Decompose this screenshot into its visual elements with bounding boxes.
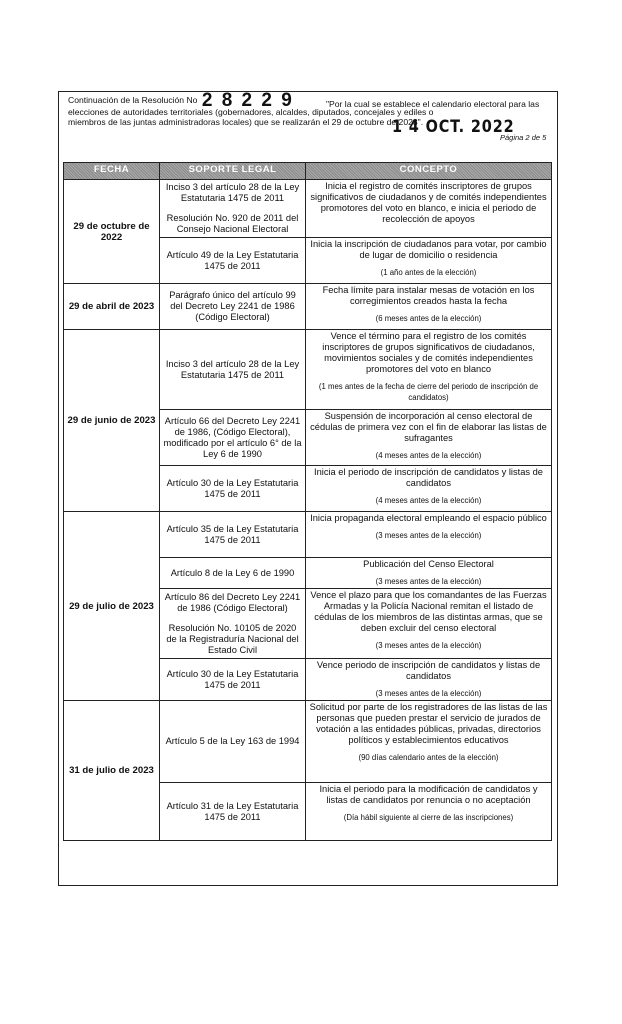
column-header-soporte: SOPORTE LEGAL	[160, 163, 306, 180]
concepto-text: Publicación del Censo Electoral	[363, 559, 494, 569]
concepto-cell	[306, 783, 552, 841]
concepto-text: Vence el plazo para que los comandantes de las Fuerzas Armadas y la Policía Nacional remitan el listado de cédulas de los miembros de las distintas armas, que se deben excluir del censo electoral	[310, 590, 547, 633]
resolution-number: 2 8 2 2 9	[201, 90, 294, 111]
table-row	[64, 330, 552, 410]
soporte-text: Parágrafo único del artículo 99 del Decreto Ley 2241 de 1986 (Código Electoral)	[169, 290, 296, 322]
soporte-cell	[160, 783, 306, 841]
fecha-cell: 29 de abril de 2023	[64, 284, 160, 330]
concepto-cell	[306, 558, 552, 589]
soporte-cell	[160, 558, 306, 589]
table-row	[64, 284, 552, 330]
table-header-row	[64, 163, 552, 180]
concepto-text: Suspensión de incorporación al censo electoral de cédulas de primera vez con el fin de elaborar las listas de sufragantes	[310, 411, 547, 443]
concepto-cell	[306, 589, 552, 659]
concepto-text: Vence el término para el registro de los comités inscriptores de grupos significativos de ciudadanos, movimientos sociales y de comités independientes promotores del voto en blanco	[322, 331, 535, 374]
concepto-note: (4 meses antes de la elección)	[375, 451, 482, 460]
concepto-cell	[306, 466, 552, 512]
fecha-cell: 31 de julio de 2023	[64, 701, 160, 841]
concepto-text: Solicitud por parte de los registradores de las listas de las personas que pueden prestar el servicio de jurados de votación a las entidades públicas, privadas, directorios políticos y establecimientos educativos	[309, 702, 548, 745]
concepto-text: Vence periodo de inscripción de candidatos y listas de candidatos	[316, 660, 541, 681]
concepto-note: (6 meses antes de la elección)	[375, 314, 482, 323]
soporte-text: Inciso 3 del artículo 28 de la Ley Estatutaria 1475 de 2011	[165, 182, 300, 203]
table-row	[64, 701, 552, 783]
soporte-text: Resolución No. 920 de 2011 del Consejo Nacional Electoral	[166, 213, 299, 234]
header-line-2: elecciones de autoridades territoriales (gobernadores, alcaldes, diputados, concejales y ediles o miembros de las juntas administradoras locales) que se realizarán el 29 de octubre de 2023".	[68, 106, 434, 127]
fecha-cell: 29 de junio de 2023	[64, 330, 160, 512]
soporte-text: Artículo 66 del Decreto Ley 2241 de 1986, (Código Electoral), modificado por el artículo 6° de la Ley 6 de 1990	[163, 415, 302, 459]
soporte-text: Artículo 49 de la Ley Estatutaria 1475 de 2011	[166, 249, 299, 271]
concepto-note: (90 días calendario antes de la elección)	[358, 753, 499, 762]
concepto-text: Inicia propaganda electoral empleando el espacio público	[310, 513, 547, 523]
soporte-cell	[160, 410, 306, 466]
soporte-cell	[160, 659, 306, 701]
soporte-text: Resolución No. 10105 de 2020 de la Registraduría Nacional del Estado Civil	[166, 622, 299, 655]
soporte-cell	[160, 330, 306, 410]
soporte-cell	[160, 701, 306, 783]
soporte-text: Artículo 5 de la Ley 163 de 1994	[165, 736, 300, 746]
column-header-concepto: CONCEPTO	[306, 163, 552, 180]
soporte-cell	[160, 466, 306, 512]
concepto-note: (3 meses antes de la elección)	[375, 689, 482, 698]
concepto-note: (4 meses antes de la elección)	[375, 496, 482, 505]
soporte-text: Artículo 35 de la Ley Estatutaria 1475 de 2011	[166, 523, 299, 545]
soporte-text: Artículo 8 de la Ley 6 de 1990	[170, 567, 295, 578]
soporte-cell	[160, 589, 306, 659]
soporte-text: Artículo 86 del Decreto Ley 2241 de 1986 (Código Electoral)	[164, 591, 301, 613]
concepto-note: (Día hábil siguiente al cierre de las inscripciones)	[343, 813, 514, 822]
soporte-cell	[160, 238, 306, 284]
concepto-cell	[306, 284, 552, 330]
table-row	[64, 180, 552, 238]
soporte-text: Artículo 30 de la Ley Estatutaria 1475 de 2011	[166, 668, 299, 690]
concepto-text: Inicia el registro de comités inscriptores de grupos significativos de ciudadanos y de comités independientes promotores del voto en blanco, e inicia el periodo de recolección de apoyos	[310, 181, 547, 224]
concepto-cell	[306, 330, 552, 410]
soporte-cell	[160, 284, 306, 330]
table-row	[64, 512, 552, 558]
soporte-text: Artículo 31 de la Ley Estatutaria 1475 de 2011	[166, 800, 299, 822]
resolution-prefix: Continuación de la Resolución No	[68, 95, 198, 105]
concepto-cell	[306, 238, 552, 284]
table-body	[64, 180, 552, 841]
concepto-note: (3 meses antes de la elección)	[375, 641, 482, 650]
soporte-cell	[160, 512, 306, 558]
header-quote: "Por la cual se establece el calendario electoral para las	[326, 99, 540, 109]
calendar-table	[63, 162, 552, 841]
concepto-cell	[306, 701, 552, 783]
concepto-text: Fecha límite para instalar mesas de votación en los corregimientos creados hasta la fecha	[322, 285, 535, 306]
fecha-cell: 29 de octubre de 2022	[64, 180, 160, 284]
concepto-note: (3 meses antes de la elección)	[375, 577, 482, 586]
soporte-cell	[160, 180, 306, 238]
soporte-text: Artículo 30 de la Ley Estatutaria 1475 de 2011	[166, 477, 299, 499]
date-stamp: 1 4 OCT. 2022	[392, 117, 515, 137]
concepto-cell	[306, 659, 552, 701]
concepto-note: (1 mes antes de la fecha de cierre del periodo de inscripción de candidatos)	[318, 382, 539, 402]
concepto-cell	[306, 180, 552, 238]
concepto-text: Inicia el periodo de inscripción de candidatos y listas de candidatos	[314, 467, 543, 488]
page-number: Página 2 de 5	[500, 133, 547, 142]
concepto-text: Inicia el periodo para la modificación de candidatos y listas de candidatos por renuncia o no aceptación	[319, 784, 538, 805]
concepto-cell	[306, 512, 552, 558]
column-header-fecha: FECHA	[64, 163, 160, 180]
concepto-cell	[306, 410, 552, 466]
concepto-text: Inicia la inscripción de ciudadanos para votar, por cambio de lugar de domicilio o residencia	[310, 239, 547, 260]
fecha-cell: 29 de julio de 2023	[64, 512, 160, 701]
soporte-text: Inciso 3 del artículo 28 de la Ley Estatutaria 1475 de 2011	[165, 358, 300, 380]
concepto-note: (1 año antes de la elección)	[380, 268, 477, 277]
concepto-note: (3 meses antes de la elección)	[375, 531, 482, 540]
